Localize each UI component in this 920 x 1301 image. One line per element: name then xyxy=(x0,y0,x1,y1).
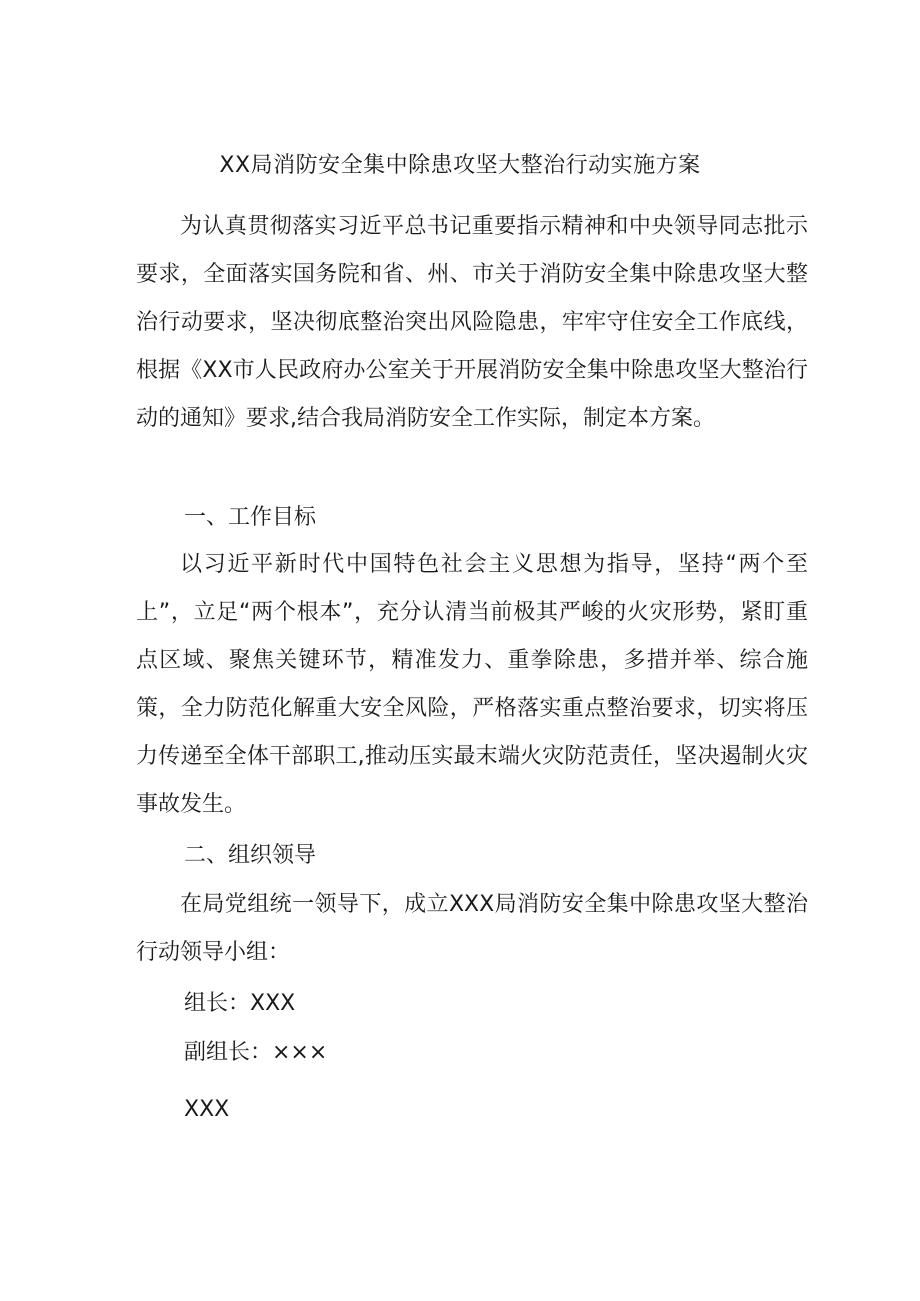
deputy-leader-line: 副组长：××× xyxy=(184,1040,328,1065)
section-heading-goals: 一、工作目标 xyxy=(184,505,317,530)
member-line: XXX xyxy=(184,1097,230,1122)
goals-paragraph: 以习近平新时代中国特色社会主义思想为指导，坚持“两个至上”，立足“两个根本”，充分认清当前极其严峻的火灾形势，紧盯重点区域、聚焦关键环节，精准发力、重拳除患，多措并举、综合施策，全力防范化解重大安全风险，严格落实重点整治要求，切实将压力传递至全体干部职工,推动压实最末端火灾防范责任，坚决遏制火灾事故发生。 xyxy=(136,552,808,817)
intro-paragraph-block xyxy=(136,203,808,443)
organization-paragraph-block xyxy=(136,881,808,977)
section-heading-organization: 二、组织领导 xyxy=(184,843,317,868)
document-title: XX局消防安全集中除患攻坚大整治行动实施方案 xyxy=(219,153,701,178)
leader-line: 组长：XXX xyxy=(184,991,296,1016)
goals-paragraph-block xyxy=(136,541,808,829)
intro-paragraph: 为认真贯彻落实习近平总书记重要指示精神和中央领导同志批示要求，全面落实国务院和省、州、市关于消防安全集中除患攻坚大整治行动要求，坚决彻底整治突出风险隐患，牢牢守住安全工作底线，根据《XX市人民政府办公室关于开展消防安全集中除患攻坚大整治行动的通知》要求,结合我局消防安全工作实际，制定本方案。 xyxy=(136,214,808,431)
organization-paragraph: 在局党组统一领导下，成立XXX局消防安全集中除患攻坚大整治行动领导小组： xyxy=(136,892,808,965)
